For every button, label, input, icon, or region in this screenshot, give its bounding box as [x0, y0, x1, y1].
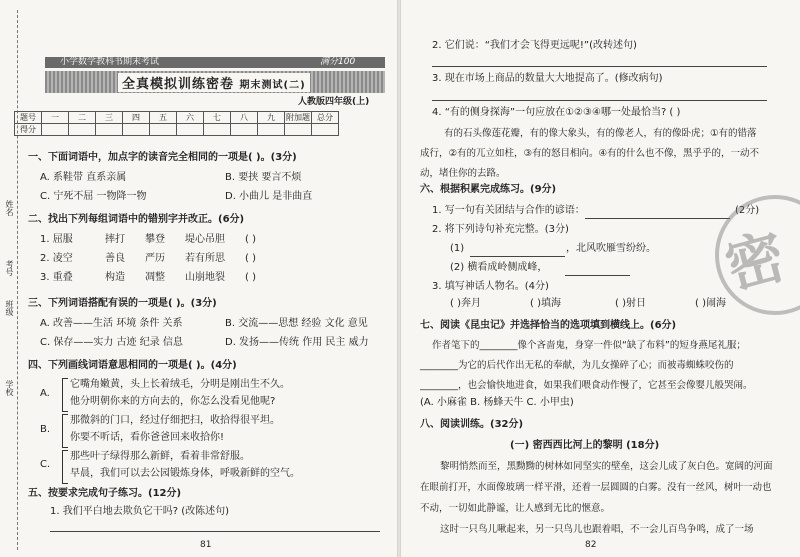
edition: 人教版四年级(上) — [298, 97, 370, 107]
q4-label-a: A. — [40, 388, 50, 399]
s4-passage: 有的石头像莲花瓣，有的像大象头，有的像老人，有的像卧虎；①有的错落成行，②有的兀立如柱，③有的怒目相向。④有的什么也不像，黑乎乎的，一动不动，堵住你的去路。 — [420, 128, 760, 179]
table-cell[interactable] — [231, 124, 258, 136]
q6-l2: 2. 将下列诗句补充完整。(3分) — [432, 224, 569, 235]
table-header: 六 — [177, 112, 204, 124]
q6-l2a: (1) — [450, 243, 465, 254]
table-cell[interactable] — [150, 124, 177, 136]
myth-4: ( )闹海 — [695, 298, 726, 309]
q2-word: 3. 重叠 — [40, 272, 73, 283]
q2-word: 堤心吊胆 — [185, 234, 225, 245]
answer-line — [50, 531, 380, 532]
header-score: 满分100 — [320, 57, 356, 67]
q2-word: 摔打 — [105, 234, 125, 245]
myth-1: ( )奔月 — [450, 298, 481, 309]
q2-word: 2. 凌空 — [40, 253, 73, 264]
sidebar-school: 学校 — [5, 380, 14, 396]
q4-title: 四、下列画线词语意思相同的一项是( )。(4分) — [28, 360, 237, 371]
page-title: 全真模拟训练密卷 期末测试(二) — [118, 73, 310, 92]
q6-l2a-end: ，北风吹雁雪纷纷。 — [566, 243, 656, 254]
q7-options: (A. 小麻雀 B. 杨蜂天牛 C. 小甲虫) — [420, 397, 574, 408]
q4-bracket-b — [62, 414, 68, 448]
q4-a1: 它嘴角嫩黄，头上长着绒毛，分明是刚出生不久。 — [70, 379, 290, 390]
header-small: 小学数学教科书期末考试 — [60, 57, 160, 67]
table-header: 九 — [258, 112, 285, 124]
s2: 2. 它们说：“我们才会飞得更远呢!”(改转述句) — [432, 40, 637, 51]
q2-word: ( ) — [245, 272, 256, 283]
blank[interactable] — [585, 208, 730, 219]
binding-margin — [2, 10, 18, 550]
page-number-left: 81 — [200, 540, 212, 550]
table-header: 题号 — [15, 112, 42, 124]
q7-passage: 作者笔下的________像个吝啬鬼，身穿一件似“缺了布料”的短身燕尾礼服；________为它的后代作出无私的奉献，为儿女操碎了心；而被毒蜘蛛咬伤的________，也会愉快地进食，如果我们喂食动作慢了，它甚至会像婴儿般哭闹。 — [420, 340, 753, 391]
table-header: 七 — [204, 112, 231, 124]
q4-c2: 早晨，我们可以去公园锻炼身体，呼吸新鲜的空气。 — [70, 468, 300, 479]
q2-word: 攀登 — [145, 234, 165, 245]
blank[interactable] — [565, 265, 630, 276]
q6-l3: 3. 填写神话人物名。(4分) — [432, 281, 549, 292]
q6-title: 六、根据积累完成练习。(9分) — [420, 184, 557, 195]
reading-passage-2: 这时一只鸟儿啾起来，另一只鸟儿也跟着唱，不一会儿百鸟争鸣，成了一场 — [440, 524, 754, 535]
myth-3: ( )射日 — [615, 298, 646, 309]
q4-label-c: C. — [40, 459, 51, 470]
q4-c1: 那些叶子绿得那么新鲜，看着非常舒服。 — [70, 451, 250, 462]
q7-title: 七、阅读《昆虫记》并选择恰当的选项填到横线上。(6分) — [420, 320, 677, 331]
page-fold — [397, 0, 401, 557]
q4-b2: 你要不听话，看你爸爸回来收拾你! — [70, 432, 225, 443]
q5-s1: 1. 我们平白地去欺负它干吗? (改陈述句) — [50, 506, 230, 517]
q4-bracket-a — [62, 378, 68, 412]
q6-l2b: (2) 横看成岭侧成峰， — [450, 262, 548, 273]
q3-title: 三、下列词语搭配有误的一项是( )。(3分) — [28, 298, 217, 309]
answer-line — [432, 66, 767, 67]
q2-word: 凋整 — [145, 272, 165, 283]
q2-word: 善良 — [105, 253, 125, 264]
q5-title: 五、按要求完成句子练习。(12分) — [28, 488, 182, 499]
table-header: 四 — [123, 112, 150, 124]
q2-word: 严历 — [145, 253, 165, 264]
q1-title: 一、下面词语中，加点字的读音完全相同的一项是( )。(3分) — [28, 152, 297, 163]
table-cell[interactable] — [42, 124, 69, 136]
table-cell[interactable] — [258, 124, 285, 136]
q1-option-c: C. 宁死不屈 一物降一物 — [40, 191, 147, 202]
table-header: 一 — [42, 112, 69, 124]
q6-l1-score: (2分) — [735, 205, 760, 216]
sidebar-class: 班级 — [5, 300, 14, 316]
q1-option-a: A. 系鞋带 直系亲属 — [40, 172, 127, 183]
q2-word: 若有所思 — [185, 253, 225, 264]
q3-option-d: D. 发扬——传统 作用 民主 威力 — [225, 337, 369, 348]
table-header: 总分 — [312, 112, 339, 124]
q2-word: 山崩地裂 — [185, 272, 225, 283]
q8-title: 八、阅读训练。(32分) — [420, 419, 524, 430]
table-cell[interactable] — [69, 124, 96, 136]
q6-l1: 1. 写一句有关团结与合作的谚语： — [432, 205, 585, 216]
q4-label-b: B. — [40, 424, 51, 435]
s4: 4. “有的侧身探海”一句应放在①②③④哪一处最恰当? ( ) — [432, 107, 681, 118]
table-cell[interactable] — [177, 124, 204, 136]
q2-title: 二、找出下列每组词语中的错别字并改正。(6分) — [28, 214, 245, 225]
q1-option-b: B. 要挟 要言不烦 — [225, 172, 302, 183]
sidebar-number: 考号 — [5, 260, 14, 276]
table-header: 附加题 — [286, 113, 310, 122]
table-cell[interactable] — [285, 124, 312, 136]
answer-line — [432, 100, 767, 101]
score-table — [14, 111, 339, 136]
table-cell[interactable] — [204, 124, 231, 136]
page-number-right: 82 — [585, 540, 597, 550]
table-cell: 得分 — [15, 124, 42, 136]
q2-word: ( ) — [245, 234, 256, 245]
q3-option-c: C. 保存——实力 古迹 纪录 信息 — [40, 337, 183, 348]
q1-option-d: D. 小曲儿 是非曲直 — [225, 191, 313, 202]
q2-word: 1. 屈服 — [40, 234, 73, 245]
table-header: 八 — [231, 112, 258, 124]
q8-subtitle: (一) 密西西比河上的黎明 (18分) — [510, 440, 660, 451]
myth-2: ( )填海 — [530, 298, 561, 309]
seal-char: 密 — [718, 221, 793, 303]
q4-a2: 他分明朝你来的方向去的，你怎么没看见他呢? — [70, 396, 276, 407]
table-cell[interactable] — [123, 124, 150, 136]
table-header: 二 — [69, 112, 96, 124]
q2-word: ( ) — [245, 253, 256, 264]
table-cell[interactable] — [312, 124, 339, 136]
q4-b1: 那微斜的门口，经过仔细把扫，收拾得很平坦。 — [70, 415, 280, 426]
blank[interactable] — [470, 246, 565, 257]
q4-bracket-c — [62, 450, 68, 484]
s3: 3. 现在市场上商品的数量大大地提高了。(修改病句) — [432, 73, 663, 84]
table-cell[interactable] — [96, 124, 123, 136]
q3-option-a: A. 改善——生活 环境 条件 关系 — [40, 318, 183, 329]
reading-passage: 黎明悄然而至，黑黝黝的树林如同坚实的壁垒，这会儿成了灰白色。宽阔的河面在眼前打开，水面像玻璃一样平滑，还着一层圆圆的白雾。没有一丝风，树叶一动也不动，一切如此静谧，让人感到无比的惬意。 — [420, 461, 773, 514]
q2-word: 构造 — [105, 272, 125, 283]
q3-option-b: B. 交流——思想 经验 文化 意见 — [225, 318, 368, 329]
table-header: 三 — [96, 112, 123, 124]
sidebar-name: 姓名 — [5, 200, 14, 216]
table-header: 五 — [150, 112, 177, 124]
